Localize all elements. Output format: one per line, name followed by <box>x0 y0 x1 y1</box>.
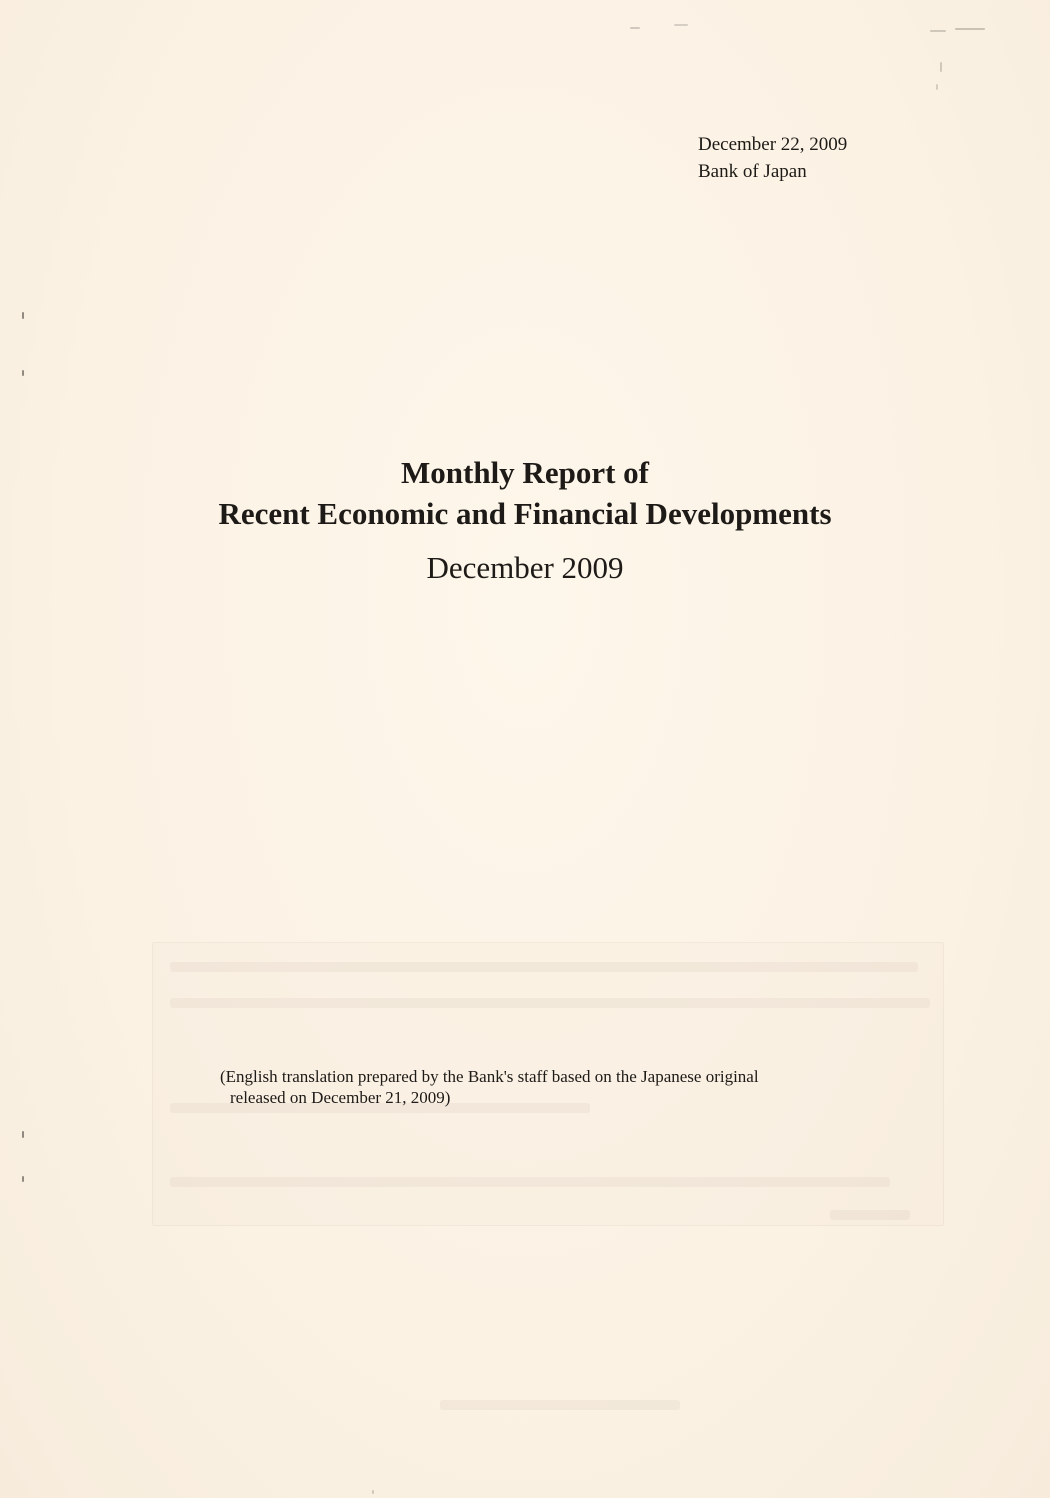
translation-note-line-2: released on December 21, 2009) <box>230 1088 451 1107</box>
release-date: December 22, 2009 <box>698 134 848 155</box>
scan-speck <box>22 1131 24 1138</box>
scan-speck <box>940 62 942 72</box>
show-through-line <box>170 962 918 972</box>
show-through-line <box>170 1177 890 1187</box>
header-meta <box>698 131 847 185</box>
scan-speck <box>936 84 938 90</box>
scan-speck <box>372 1490 374 1494</box>
title-line-1: Monthly Report of <box>401 455 649 490</box>
scan-speck <box>674 24 688 26</box>
scan-speck <box>955 28 985 30</box>
report-month: December 2009 <box>426 550 624 585</box>
scan-speck <box>22 312 24 319</box>
scan-speck <box>630 27 640 29</box>
show-through-line <box>440 1400 680 1410</box>
title-line-2: Recent Economic and Financial Developments <box>218 496 832 531</box>
translation-note-line-1: (English translation prepared by the Bank's staff based on the Japanese original <box>220 1067 759 1086</box>
scan-speck <box>22 1176 24 1182</box>
show-through-line <box>830 1210 910 1220</box>
organization-name: Bank of Japan <box>698 161 807 182</box>
translation-note <box>220 1066 759 1108</box>
scan-speck <box>22 370 24 376</box>
scan-speck <box>930 30 946 32</box>
show-through-line <box>170 998 930 1008</box>
title-block <box>0 452 1050 586</box>
